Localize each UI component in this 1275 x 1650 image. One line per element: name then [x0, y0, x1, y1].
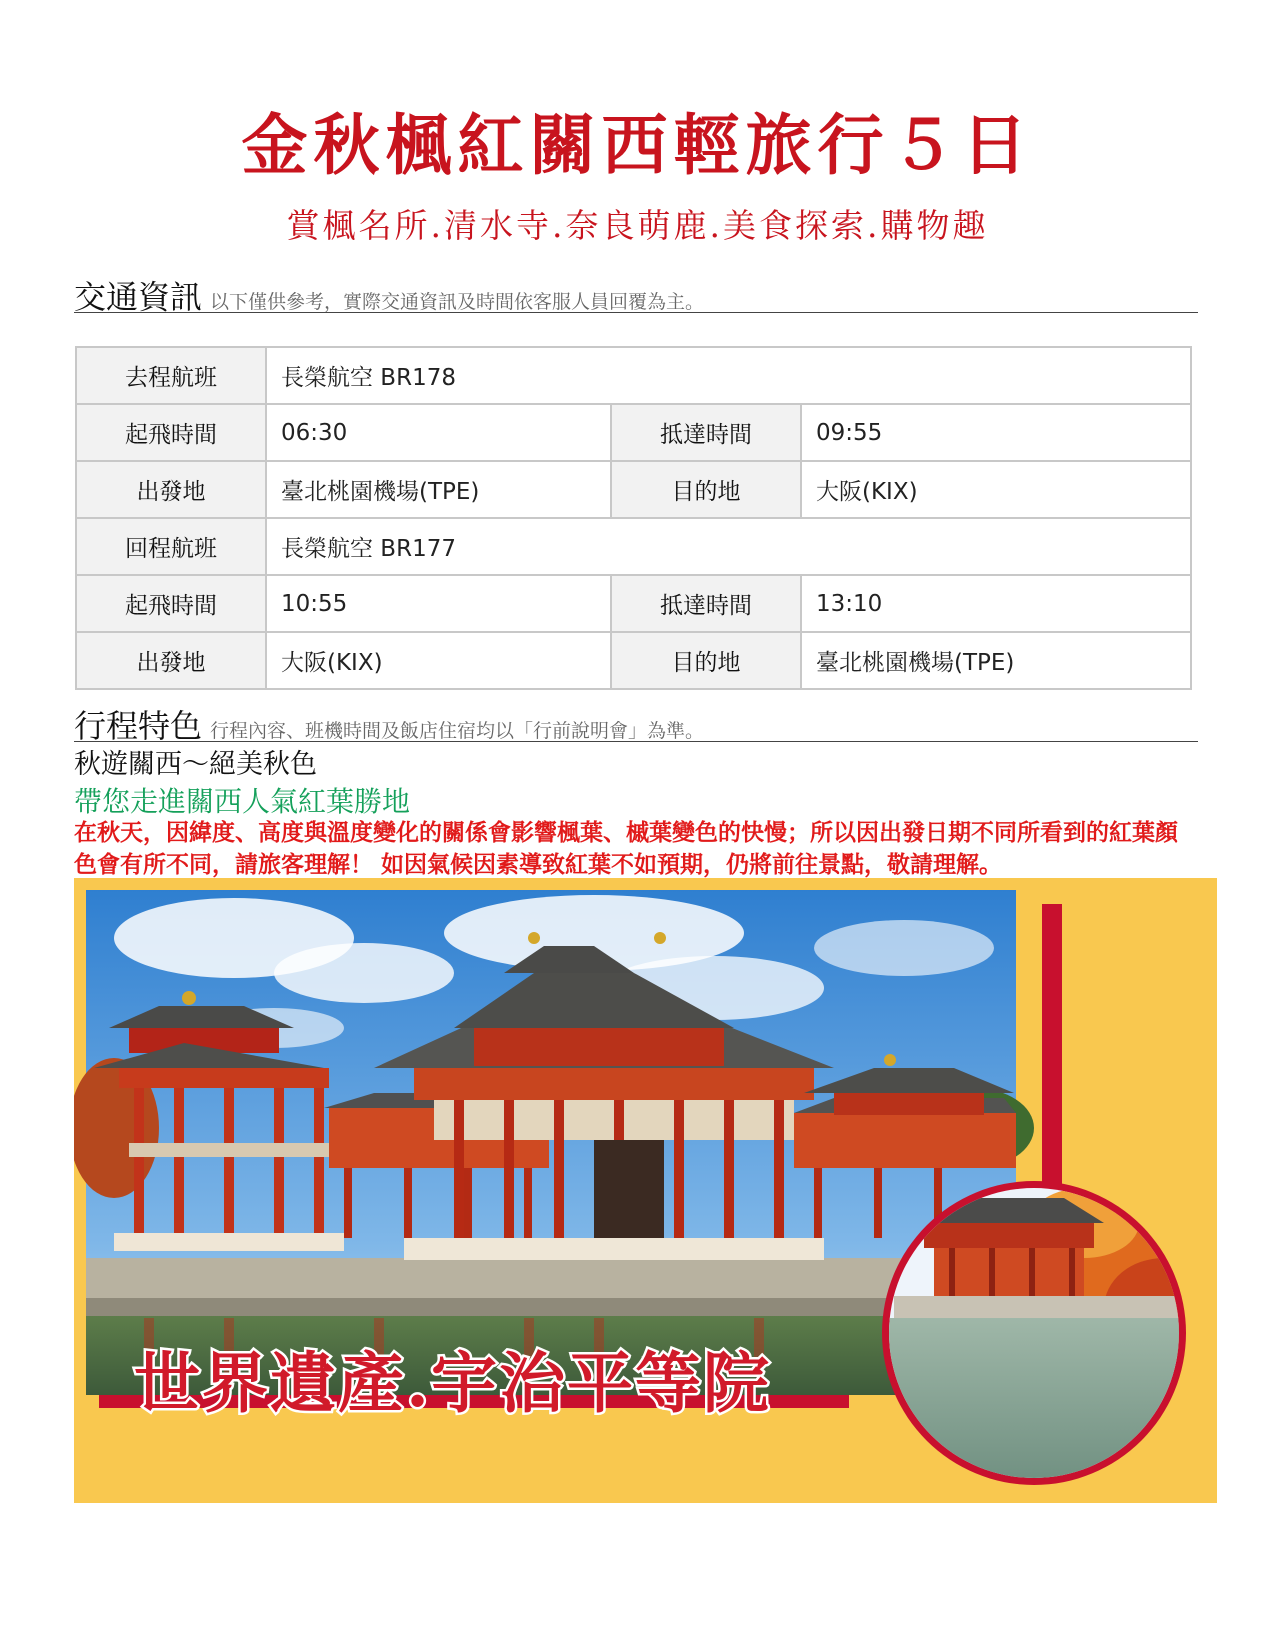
itinerary-note: 行程內容、班機時間及飯店住宿均以「行前說明會」為準。 — [210, 720, 705, 742]
table-row — [76, 461, 1191, 518]
table-row — [76, 347, 1191, 404]
flight-table — [75, 346, 1192, 690]
ret-from-label: 出發地 — [76, 632, 266, 689]
itinerary-highlight: 帶您走進關西人氣紅葉勝地 — [74, 785, 411, 818]
table-row — [76, 404, 1191, 461]
itinerary-section-header — [74, 701, 1198, 745]
ret-from-value: 大阪(KIX) — [266, 632, 611, 689]
out-arr-label: 抵達時間 — [611, 404, 801, 461]
table-row — [76, 575, 1191, 632]
transport-section-header — [74, 272, 1198, 316]
out-dep-label: 起飛時間 — [76, 404, 266, 461]
table-row — [76, 518, 1191, 575]
ret-arr-label: 抵達時間 — [611, 575, 801, 632]
out-flight-value: 長榮航空 BR178 — [266, 347, 1191, 404]
transport-heading: 交通資訊 — [74, 278, 203, 316]
banner-caption: 世界遺產.宇治平等院 — [134, 1344, 771, 1422]
itinerary-tagline: 秋遊關西～絕美秋色 — [74, 749, 317, 780]
out-to-value: 大阪(KIX) — [801, 461, 1191, 518]
byodoin-banner — [74, 878, 1217, 1503]
out-to-label: 目的地 — [611, 461, 801, 518]
table-row — [76, 632, 1191, 689]
itinerary-notice: 在秋天，因緯度、高度與溫度變化的關係會影響楓葉、槭葉變色的快慢；所以因出發日期不同所看到的紅葉顏色會有所不同，請旅客理解！ 如因氣候因素導致紅葉不如預期，仍將前往景點，敬請理解。 — [74, 820, 1178, 878]
byodoin-illustration — [74, 878, 1217, 1503]
out-from-label: 出發地 — [76, 461, 266, 518]
ret-flight-label: 回程航班 — [76, 518, 266, 575]
itinerary-heading: 行程特色 — [74, 707, 203, 745]
ret-flight-value: 長榮航空 BR177 — [266, 518, 1191, 575]
page-subtitle: 賞楓名所.清水寺.奈良萌鹿.美食探索.購物趣 — [286, 206, 989, 245]
ret-to-value: 臺北桃園機場(TPE) — [801, 632, 1191, 689]
ret-to-label: 目的地 — [611, 632, 801, 689]
out-dep-time: 06:30 — [266, 404, 611, 461]
page-title: 金秋楓紅關西輕旅行５日 — [241, 106, 1034, 184]
ret-dep-time: 10:55 — [266, 575, 611, 632]
out-arr-time: 09:55 — [801, 404, 1191, 461]
transport-note: 以下僅供參考，實際交通資訊及時間依客服人員回覆為主。 — [210, 291, 705, 313]
ret-arr-time: 13:10 — [801, 575, 1191, 632]
out-flight-label: 去程航班 — [76, 347, 266, 404]
out-from-value: 臺北桃園機場(TPE) — [266, 461, 611, 518]
ret-dep-label: 起飛時間 — [76, 575, 266, 632]
